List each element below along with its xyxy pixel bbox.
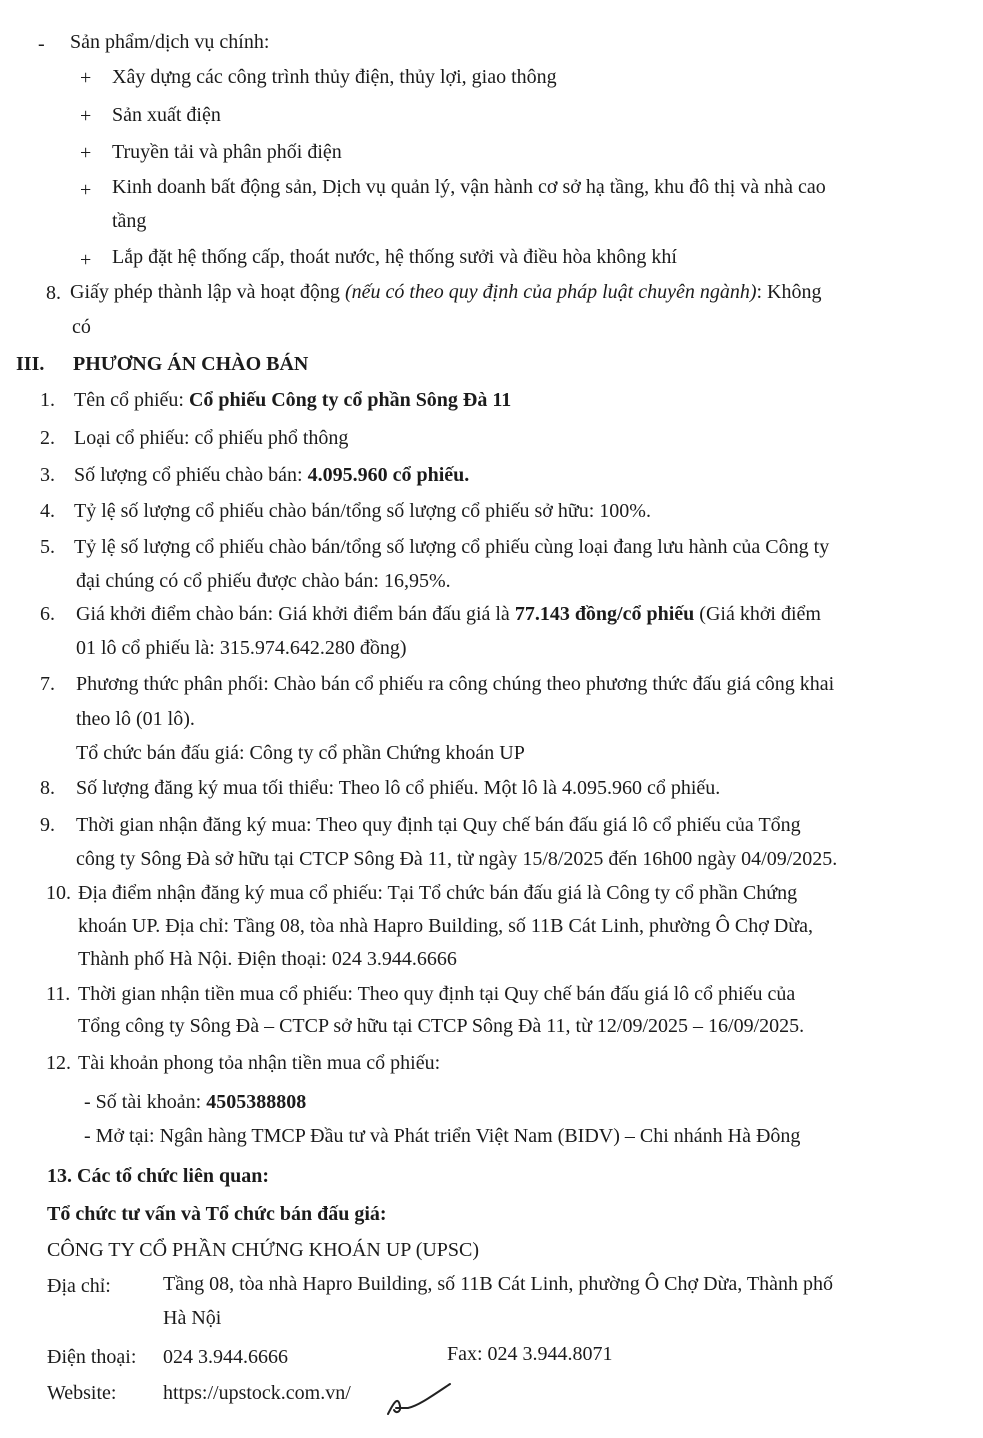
section-3-item-bold: 4505388808 — [206, 1091, 307, 1113]
section-3-item-pre: Số lượng cổ phiếu chào bán: — [74, 464, 308, 486]
item-8-text — [70, 282, 822, 302]
product-item: Sản xuất điện — [112, 104, 221, 126]
section-3-item-pre: Loại cổ phiếu: cổ phiếu phổ thông — [74, 427, 349, 449]
item-8-italic: (nếu có theo quy định của pháp luật chuyên ngành) — [344, 281, 757, 303]
section-3-item-text — [74, 428, 348, 448]
item-8-text-a: Giấy phép thành lập và hoạt động — [70, 281, 345, 303]
section-3-item-continuation — [76, 709, 195, 729]
section-3-item-continuation — [78, 1016, 804, 1036]
section-3-item-pre: Tổng công ty Sông Đà – CTCP sở hữu tại CTCP Sông Đà 11, từ 12/09/2025 – 16/09/2025. — [78, 1015, 805, 1037]
section-3-item-pre: 01 lô cổ phiếu là: 315.974.642.280 đồng) — [76, 637, 407, 659]
section-3-item-bold: 77.143 đồng/cổ phiếu — [514, 603, 695, 625]
section-3-item-pre: Tên cổ phiếu: — [74, 389, 189, 411]
company-name: CÔNG TY CỔ PHẦN CHỨNG KHOÁN UP (UPSC) — [47, 1239, 480, 1261]
section-3-item-text — [78, 984, 795, 1004]
section-3-item-text — [76, 815, 801, 835]
products-intro: Sản phẩm/dịch vụ chính: — [70, 31, 270, 53]
section-3-item-pre: Tổ chức bán đấu giá: Công ty cổ phần Chứng khoán UP — [76, 742, 525, 764]
bullet-marker: + — [80, 249, 92, 271]
section-3-item-text — [74, 390, 511, 410]
section-3-item-continuation — [76, 849, 837, 869]
address-line-2: Hà Nội — [163, 1307, 222, 1329]
section-3-item-continuation — [76, 571, 451, 591]
section-3-item-number: 2. — [40, 427, 55, 449]
phone-label: Điện thoại: — [47, 1346, 137, 1368]
section-3-item-continuation — [78, 916, 813, 936]
section-3-item-pre: Thời gian nhận tiền mua cổ phiếu: Theo quy định tại Quy chế bán đấu giá lô cổ phiếu của — [78, 983, 796, 1005]
section-3-item-pre: Thành phố Hà Nội. Điện thoại: 024 3.944.6666 — [78, 948, 457, 970]
section-3-item-text — [76, 674, 834, 694]
section-3-item-text — [74, 501, 651, 521]
section-3-item-pre: - Số tài khoản: — [84, 1091, 207, 1113]
section-3-item-text — [76, 604, 821, 624]
section-3-item-continuation — [84, 1126, 800, 1146]
section-3-item-number: 12. — [46, 1052, 71, 1074]
item-8-number: 8. — [46, 282, 61, 304]
product-item: Truyền tải và phân phối điện — [112, 141, 342, 163]
bullet-marker: + — [80, 179, 92, 201]
section-3-item-number: 4. — [40, 500, 55, 522]
section-3-item-number: 6. — [40, 603, 55, 625]
section-3-item-bold: Cổ phiếu Công ty cổ phần Sông Đà 11 — [188, 389, 512, 411]
section-3-item-text — [78, 883, 797, 903]
section-3-item-text — [74, 537, 829, 557]
section-3-item-continuation — [76, 638, 407, 658]
website-link[interactable]: https://upstock.com.vn/ — [163, 1382, 351, 1404]
section-3-item-pre: khoán UP. Địa chỉ: Tầng 08, tòa nhà Hapro Building, số 11B Cát Linh, phường Ô Chợ Dừa, — [78, 915, 813, 937]
bullet-marker: + — [80, 67, 92, 89]
fax-value: Fax: 024 3.944.8071 — [447, 1343, 613, 1365]
product-item: Kinh doanh bất động sản, Dịch vụ quản lý, vận hành cơ sở hạ tầng, khu đô thị và nhà cao — [112, 176, 826, 198]
section-3-item-continuation — [76, 743, 525, 763]
section-3-item-number: 10. — [46, 882, 71, 904]
related-heading: 13. Các tổ chức liên quan: — [47, 1165, 270, 1187]
section-3-item-number: 1. — [40, 389, 55, 411]
section-3-item-text — [74, 465, 469, 485]
section-3-item-pre: Thời gian nhận đăng ký mua: Theo quy định tại Quy chế bán đấu giá lô cổ phiếu của Tổng — [76, 814, 801, 836]
section-3-number: III. — [16, 353, 45, 375]
section-3-title: PHƯƠNG ÁN CHÀO BÁN — [73, 353, 309, 375]
section-3-item-pre: Giá khởi điểm chào bán: Giá khởi điểm bán đấu giá là — [76, 603, 515, 625]
section-3-item-pre: theo lô (01 lô). — [76, 708, 195, 730]
section-3-item-text — [76, 778, 720, 798]
section-3-item-pre: Tài khoản phong tỏa nhận tiền mua cổ phiếu: — [78, 1052, 441, 1074]
section-3-item-pre: - Mở tại: Ngân hàng TMCP Đầu tư và Phát triển Việt Nam (BIDV) – Chi nhánh Hà Đông — [84, 1125, 801, 1147]
product-item: Xây dựng các công trình thủy điện, thủy lợi, giao thông — [112, 66, 557, 88]
section-3-item-pre: Phương thức phân phối: Chào bán cổ phiếu ra công chúng theo phương thức đấu giá công khai — [76, 673, 835, 695]
section-3-item-pre: Địa điểm nhận đăng ký mua cổ phiếu: Tại Tổ chức bán đấu giá là Công ty cổ phần Chứng — [78, 882, 798, 904]
section-3-item-number: 8. — [40, 777, 55, 799]
section-3-item-number: 9. — [40, 814, 55, 836]
section-3-item-pre: đại chúng có cổ phiếu được chào bán: 16,95%. — [76, 570, 451, 592]
section-3-item-pre: Số lượng đăng ký mua tối thiểu: Theo lô cổ phiếu. Một lô là 4.095.960 cổ phiếu. — [76, 777, 721, 799]
item-8-text-b: : Không — [756, 281, 822, 303]
section-3-item-continuation — [84, 1092, 306, 1112]
related-subheading: Tổ chức tư vấn và Tổ chức bán đấu giá: — [47, 1203, 387, 1225]
section-3-item-number: 3. — [40, 464, 55, 486]
section-3-item-pre: công ty Sông Đà sở hữu tại CTCP Sông Đà 11, từ ngày 15/8/2025 đến 16h00 ngày 04/09/2025. — [76, 848, 838, 870]
phone-value: 024 3.944.6666 — [163, 1346, 288, 1368]
section-3-item-continuation — [78, 949, 457, 969]
address-label: Địa chỉ: — [47, 1275, 111, 1297]
section-3-item-post: (Giá khởi điểm — [694, 603, 821, 625]
products-dash: - — [38, 33, 45, 55]
section-3-item-number: 7. — [40, 673, 55, 695]
section-3-item-bold: 4.095.960 cổ phiếu. — [307, 464, 470, 486]
section-3-item-text — [78, 1053, 440, 1073]
section-3-item-pre: Tỷ lệ số lượng cổ phiếu chào bán/tổng số lượng cổ phiếu cùng loại đang lưu hành của Công ty — [74, 536, 830, 558]
bullet-marker: + — [80, 142, 92, 164]
signature-mark-icon — [384, 1380, 456, 1420]
website-label: Website: — [47, 1382, 117, 1404]
section-3-item-number: 5. — [40, 536, 55, 558]
product-item-continued: tầng — [112, 210, 147, 232]
address-line-1: Tầng 08, tòa nhà Hapro Building, số 11B Cát Linh, phường Ô Chợ Dừa, Thành phố — [163, 1273, 833, 1295]
product-item: Lắp đặt hệ thống cấp, thoát nước, hệ thống sưởi và điều hòa không khí — [112, 246, 677, 268]
section-3-item-number: 11. — [46, 983, 71, 1005]
section-3-item-pre: Tỷ lệ số lượng cổ phiếu chào bán/tổng số lượng cổ phiếu sở hữu: 100%. — [74, 500, 651, 522]
bullet-marker: + — [80, 105, 92, 127]
item-8-continued: có — [72, 316, 91, 338]
